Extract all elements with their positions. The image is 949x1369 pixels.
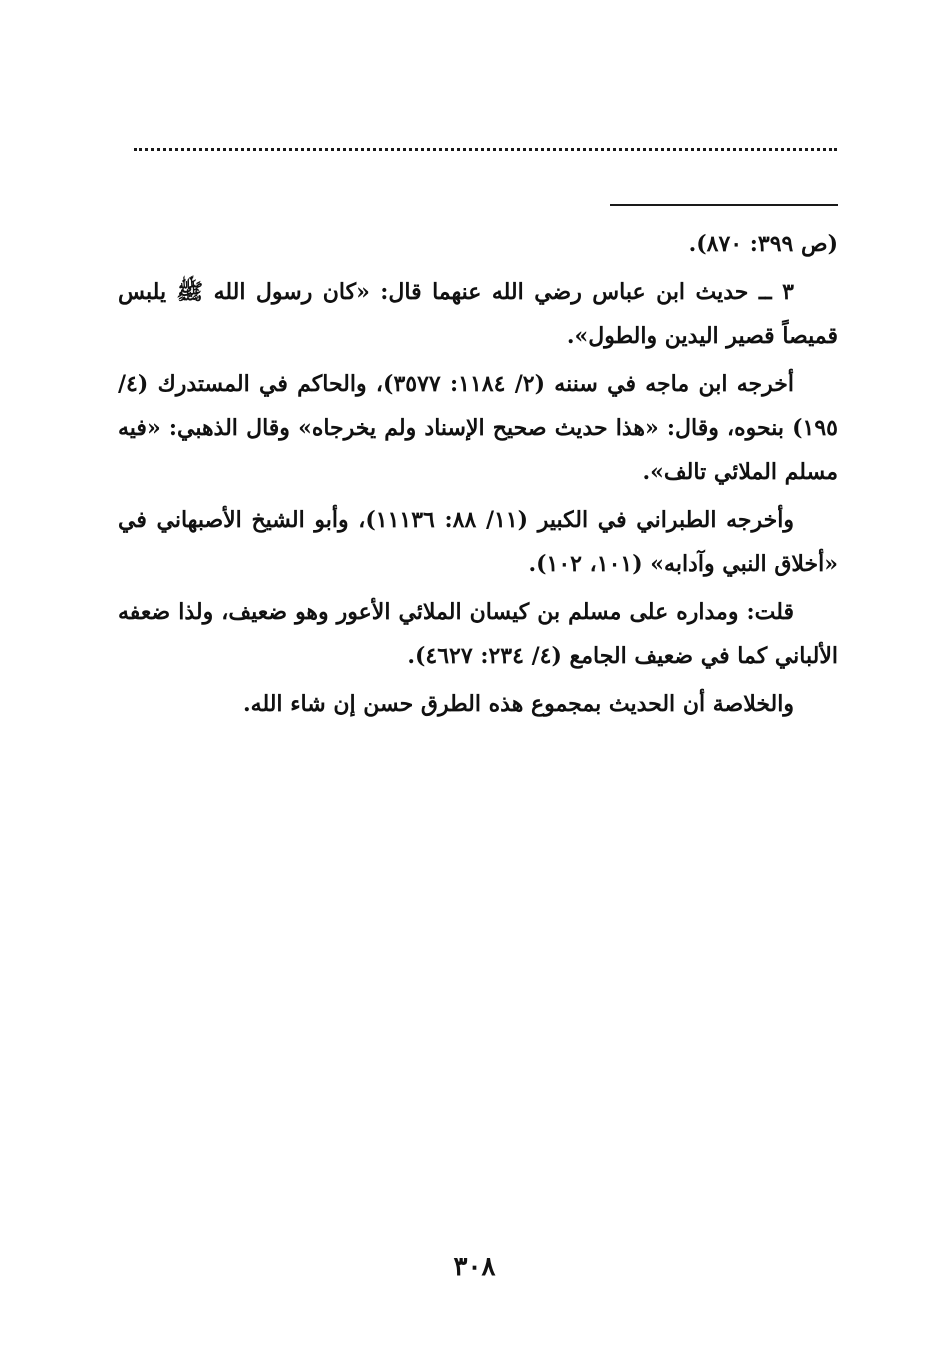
paragraph-conclusion: والخلاصة أن الحديث بمجموع هذه الطرق حسن إن شاء الله. <box>242 691 794 717</box>
paragraph-takhrij-tabarani: وأخرجه الطبراني في الكبير (١١/ ٨٨: ١١١٣٦)، وأبو الشيخ الأصبهاني في «أخلاق النبي وآدابه» (١٠١، ١٠٢). <box>118 507 838 577</box>
page-number: ٣٠٨ <box>453 1252 496 1282</box>
paragraph-qultu: قلت: ومداره على مسلم بن كيسان الملائي الأعور وهو ضعيف، ولذا ضعفه الألباني كما في ضعيف الجامع (٤/ ٢٣٤: ٤٦٢٧). <box>118 599 838 669</box>
paragraph-citation-continuation: (ص ٣٩٩: ٨٧٠). <box>688 231 838 257</box>
paragraph-takhrij-ibn-majah: أخرجه ابن ماجه في سننه (٢/ ١١٨٤: ٣٥٧٧)، والحاكم في المستدرك (٤/ ١٩٥) بنحوه، وقال: «هذا حديث صحيح الإسناد ولم يخرجاه» وقال الذهبي: «فيه مسلم الملائي تالف». <box>118 371 838 485</box>
paragraph-hadith-3: ٣ ــ حديث ابن عباس رضي الله عنهما قال: «كان رسول الله ﷺ يلبس قميصاً قصير اليدين والطول». <box>118 279 838 349</box>
dotted-separator <box>134 148 837 151</box>
footnote-text-block <box>118 222 838 730</box>
footnote-rule <box>610 204 838 206</box>
